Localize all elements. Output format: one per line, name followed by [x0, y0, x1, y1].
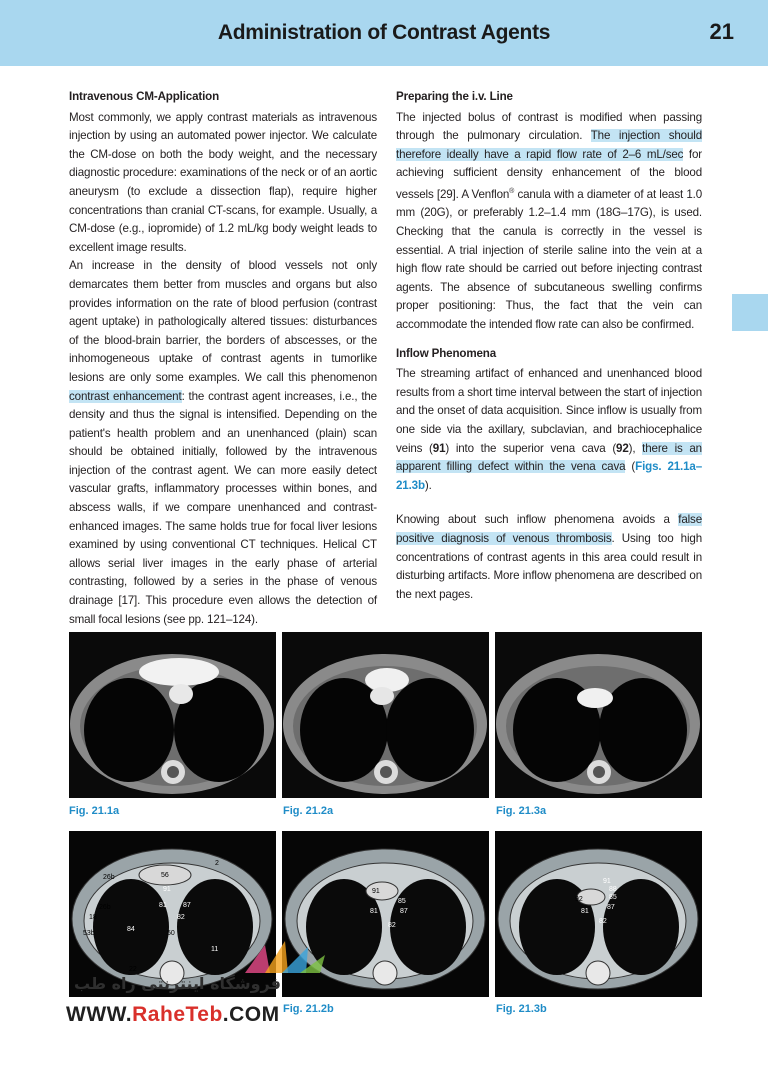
- anatomy-label: 85: [398, 898, 406, 905]
- watermark-logo-text: فروشگاه اینترنتی راه طب: [74, 974, 281, 993]
- ct-image-21-2a: [282, 632, 489, 798]
- figure-caption: Fig. 21.2b: [283, 1003, 334, 1015]
- paragraph: The injected bolus of contrast is modified when passing through the pulmonary circulation. The injection should therefore ideally have a rapid flow rate of 2–6 mL/sec for achieving sufficient density enhancement of the blood vessels [29]. A Venflon® canula with a diameter of at least 1.0 mm (20G), or preferably 1.2–1.4 mm (18G–17G), is used. Checking that the canula is correctly in the vessel is essential. A trial injection of sterile saline into the vein at a high flow rate should be carried out before injecting contrast agents. The absence of subcutaneous swelling confirms proper positioning: Thus, the fact that the vein can accommodate the intended flow rate can also be confirmed.: [396, 110, 702, 331]
- schematic-21-3b: [495, 831, 702, 997]
- anatomy-label: 87: [400, 908, 408, 915]
- section-heading-iv-application: Intravenous CM-Application: [69, 90, 220, 103]
- anatomy-label: 88: [609, 886, 617, 893]
- highlight: The injection should therefore ideally have a rapid flow rate of 2–6 mL/sec: [396, 129, 702, 161]
- anatomy-label: 18: [89, 914, 97, 921]
- anatomy-label: 91: [603, 878, 611, 885]
- anatomy-label: 87: [183, 902, 191, 909]
- ct-image-21-1a: [69, 632, 276, 798]
- section-heading-inflow: Inflow Phenomena: [396, 346, 497, 360]
- page-number: 21: [709, 19, 734, 44]
- anatomy-label: 26b: [99, 904, 111, 911]
- anatomy-label: 2: [215, 860, 219, 867]
- figure-caption: Fig. 21.2a: [283, 805, 334, 817]
- anatomy-label: 84: [127, 926, 135, 933]
- page-title: Administration of Contrast Agents: [217, 21, 551, 44]
- anatomy-label: 26b: [103, 874, 115, 881]
- anatomy-label: 87: [607, 904, 615, 911]
- figure-reference-link[interactable]: Figs. 21.1a–21.3b: [396, 460, 702, 492]
- anatomy-label: 85: [609, 894, 617, 901]
- anatomy-label: 81: [159, 902, 167, 909]
- anatomy-label: 82: [388, 922, 396, 929]
- anatomy-label: 81: [370, 908, 378, 915]
- watermark-url: WWW.RaheTeb.COM: [66, 1003, 280, 1026]
- anatomy-label: 50: [167, 930, 175, 937]
- anatomy-label: 81: [581, 908, 589, 915]
- watermark-logo: [70, 935, 340, 995]
- figure-caption: Fig. 21.3b: [496, 1003, 547, 1015]
- figure-caption: Fig. 21.3a: [496, 805, 547, 817]
- page-header: [0, 0, 768, 66]
- anatomy-label: 82: [599, 918, 607, 925]
- paragraph: Most commonly, we apply contrast materials as intravenous injection by using an automated power injector. We calculate the CM-dose on both the body weight, and the necessary diagnostic procedure: examinations of the neck or of an aortic aneurysm (to exclude a dissection flap), require higher concentrations than cranial CT-scans, for example. Usually, a CM-dose (e.g., iopromide) of 1.2 mL/kg body weight leads to excellent image results.: [69, 110, 377, 254]
- anatomy-label: 91: [372, 888, 380, 895]
- paragraph: Knowing about such inflow phenomena avoids a false positive diagnosis of venous thrombosis. Using too high concentrations of contrast agents in this area could result in disturbing artifacts. More inflow phenomena are described on the next pages.: [396, 513, 702, 601]
- ct-image-21-3a: [495, 632, 702, 798]
- anatomy-label: 53b: [83, 930, 95, 937]
- anatomy-label: 22: [129, 966, 137, 973]
- left-column: [69, 88, 377, 629]
- chapter-thumb-tab: [732, 294, 768, 331]
- anatomy-label: 56: [161, 872, 169, 879]
- paragraph: An increase in the density of blood vessels not only demarcates them better from muscles and organs but also provides information on the rate of blood perfusion (contrast agent uptake) in pathologically altered tissues: disturbances of the blood-brain barrier, the borders of abscesses, or the inhomogeneous uptake of contrast agents in tumorlike lesions are only some examples. We call this phenomenon contrast enhancement: the contrast agent increases, i.e., the density and thus the signal is intensified. Depending on the patient's health problem and an unenhanced (plain) scan should be obtained initially, followed by the intravenous injection of the contrast agent. We can more easily detect vascular grafts, inflammatory processes within bones, and abscess walls, if we compare unenhanced and contrast-enhanced images. The same holds true for focal liver lesions examined by using conventional CT techniques. Helical CT allows serial liver images in the early phase of arterial contrasting, followed by a series in the phase of venous drainage [17]. This procedure even allows the detection of small focal lesions (see pp. 121–124).: [69, 259, 377, 626]
- paragraph: The streaming artifact of enhanced and unenhanced blood results from a short time interval between the start of injection and the onset of data acquisition. Since inflow is usually from one side via the axillary, subclavian, and brachiocephalice veins (91) into the superior vena cava (92), there is an apparent filling defect within the vena cava (Figs. 21.1a–21.3b).: [396, 367, 702, 492]
- section-heading-iv-line: Preparing the i.v. Line: [396, 90, 513, 103]
- anatomy-label: 82: [177, 914, 185, 921]
- figure-caption: Fig. 21.1a: [69, 805, 120, 817]
- highlight: false positive diagnosis of venous thrombosis: [396, 513, 702, 545]
- highlight: contrast enhancement: [69, 389, 182, 403]
- anatomy-label: 91: [163, 886, 171, 893]
- highlight: there is an apparent filling defect within the vena cava: [396, 441, 702, 474]
- anatomy-label: 92: [575, 896, 583, 903]
- anatomy-label: 11: [211, 946, 219, 953]
- right-column: [396, 88, 702, 604]
